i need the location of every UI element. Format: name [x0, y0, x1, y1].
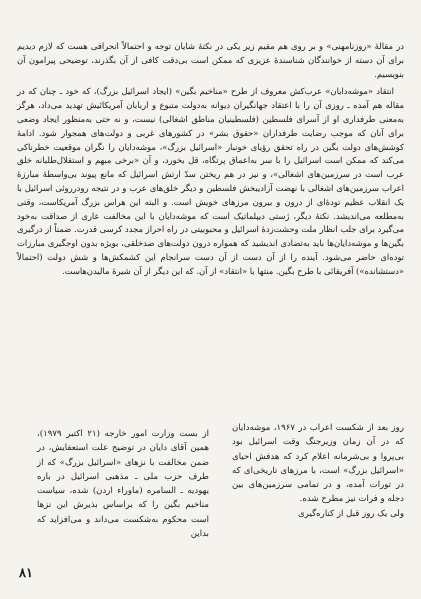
- intro-paragraph: در مقالهٔ «روزنامهنی» و بر روی هم مقیم زیر یکی در نکتهٔ شایان توجه و احتمالاً انحرافی هست که لازم دیدیم برای آن دسته از خوانندگان شناسندهٔ عزیزی که ممکن است بی‌دقت کافی از آن بگذرند، توضیحی پیرامون آن بنویسیم.: [17, 41, 404, 79]
- page-number: ۸۱: [19, 566, 33, 581]
- right-column-paragraph: روز بعد از شکست اعراب در ۱۹۶۷، موشه‌دایان که در آن زمان وزیرجنگ وقت اسرائیل بود بی‌پروا و بی‌شرمانه اعلام کرد که هدفش احیای «اسرائیل بزرگ» است، با مرزهای تاریخی‌ای که در تورات آمده، و در تمامی سرزمین‌های بین دجله و فرات نیز مطرح شده.: [232, 423, 404, 505]
- right-column: [232, 421, 404, 521]
- left-column: [37, 427, 209, 541]
- body-paragraph: انتقاد «موشه‌دایان» عرب‌کش معروف از طرح «مناخیم بگین» (ایجاد اسرائیل بزرگ)، که خود ـ چنان که در مقاله هم آمده ـ روزی آن را با اعتقاد جهانگیران دیوانه به‌دولت متبوع و اربابان آمریکائیش تهدید می‌داد، هرگز به‌معنی طرفداری او از آسرای فلسطین (فلسطینیان مناطق اشغالی) نیست، و نه حتی به‌منظور ایجاد وضعی برای آنان که موجب رضایت طرفداران «حقوق بشر» در کشورهای غربی و دولت‌های همجوار شود. ادامهٔ کوشش‌های دولت بگین در راه تحقق رؤیای خونبار «اسرائیل بزرگ»، موشه‌دایان را نگران موقعیت خطرناکی می‌کند که ممکن است اسرائیل را با سر به‌اعماق پرتگاه، قل بخورد، و آن «برخی مبهم و استقلال‌طلبانه خلق عرب است در سرزمین‌های اشغالی»، و نیز در هم ریختن سدّ ارتش اسرائیل که مانع پیوند بی‌واسطهٔ مبارزهٔ اعراب سرزمین‌های اشغالی با نهضت آزادیبخش فلسطین و دیگر خلق‌های عرب و در نتیجه رودرروئی اسرائیل با یک انقلاب عظیم تودهٔ‌ای از درون و بیرون مرزهای خویش است. و البته این هراس بزرگ آمریکاست، وقتی به‌مطلعه می‌اندیشد. نکتهٔ دیگر، ژستی دیپلماتیک است که موشه‌دایان با این مخالفت عاری از صداقت به‌خود می‌گیرد برای جلب انظار ملت وحشت‌زدهٔ اسرائیل و محبوبیتی در راه احراز مجدد کرسی قدرت. ضمناً از درگیری بگین‌ها و موشه‌دایان‌ها باید به‌تضادی اندیشید که همواره درون دولت‌های ضدخلقی، بویژه بدون اوجگیری مبارزات توده‌ای حاضر می‌شود. آینده را از آن دست از آن دست سرانجام این کشمکش‌ها و شش دولت (احتمالاً «دستشانده») آفریقائی با طرح بگین. منتها با «انتقاد» از آن. که این دیگر از آن شیرهٔ مالیدن‌هاست.: [17, 86, 404, 276]
- right-column-closing-line: ولی یک روز قبل از کناره‌گیری: [298, 508, 404, 519]
- left-column-paragraph: از بست وزارت امور خارجه (۲۱ اکتبر ۱۹۷۹)، همین آقای دایان در توضیح علت استعفایش، در ضمن مخالفت با نزهای «اسرائیل بزرگ» که از طرف حزب ملی ـ مذهبی اسرائیل در باره یهودیه ـ السامره (ماوراء اردن) شده، سیاست مناخیم بگین را که براساس بذیرش این نزها است محکوم به‌شکست می‌داند و می‌افزاید که بداین: [37, 429, 209, 540]
- main-article-text: [17, 40, 404, 283]
